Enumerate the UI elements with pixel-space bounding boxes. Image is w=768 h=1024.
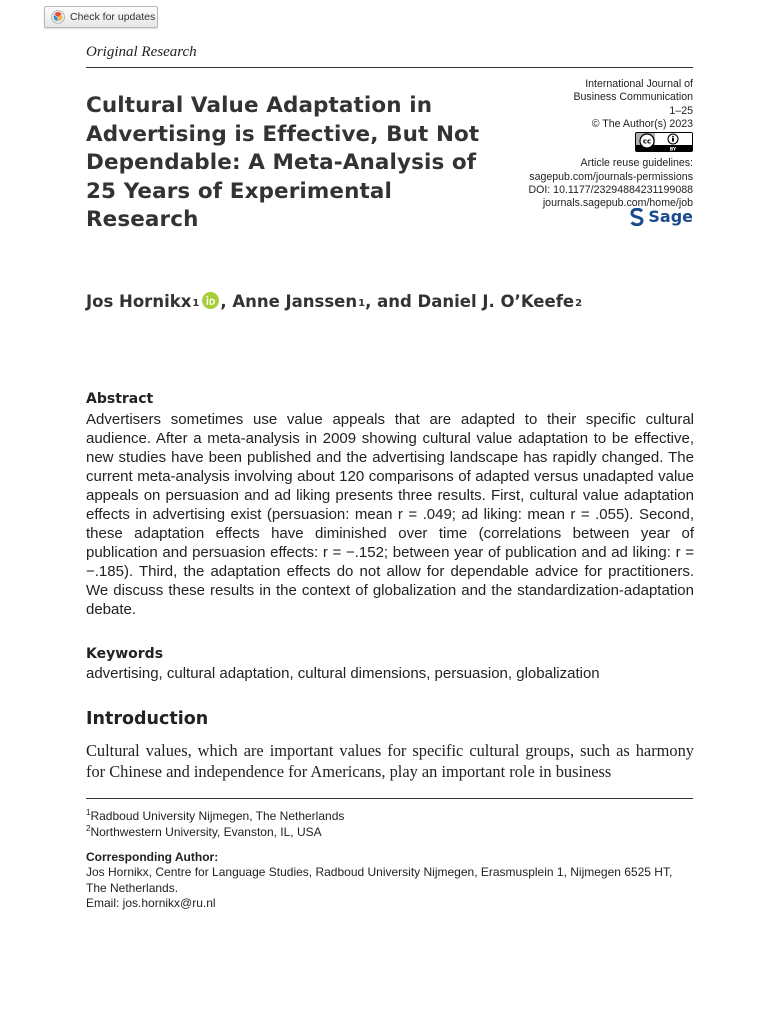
orcid-icon[interactable] [202,292,219,309]
affiliation-marker: 1 [358,298,366,309]
abstract-text: Advertisers sometimes use value appeals that are adapted to their specific cultural audience. After a meta-analysis in 2009 showing cultural value adaptation to be effective, new studies have been published and the advertising landscape has rapidly changed. The current meta-analysis involving about 120 comparisons of adapted versus unadapted value appeals on persuasion and ad liking presents three results. First, cultural value adaptation effects in advertising exist (persuasion: mean r = .049; ad liking: mean r = .055). Second, these adaptation effects have diminished over time (correlations between year of publication and persuasion effects: r = −.152; between year of publication and ad liking: r = −.185). Third, the adaptation effects do not allow for dependable advice for practitioners. We discuss these results in the context of globalization and the standardization-adaptation debate. [86,411,694,618]
corresponding-author-details [86,865,694,912]
header-divider [86,67,693,68]
author-name[interactable]: , Anne Janssen [220,292,358,311]
author-name[interactable]: Jos Hornikx [86,292,192,311]
cc-by-license-icon[interactable] [635,132,693,152]
keywords-heading: Keywords [86,646,164,662]
check-for-updates-label: Check for updates [70,11,156,23]
journal-info [453,78,693,211]
affiliation-marker: 2 [575,298,583,309]
affiliation-text: Radboud University Nijmegen, The Netherlands [90,809,345,823]
page-range: 1–25 [669,104,693,117]
check-for-updates-button[interactable] [44,6,158,28]
introduction-heading: Introduction [86,709,209,729]
section-label: Original Research [86,44,197,60]
affiliation-2 [86,824,322,839]
reuse-guidelines-label: Article reuse guidelines: [580,157,693,170]
sage-logo-text: Sage [648,207,693,226]
journal-homepage-link[interactable]: journals.sagepub.com/home/job [542,197,693,210]
affiliation-text: Northwestern University, Evanston, IL, USA [90,825,322,839]
affiliation-marker: 1 [192,298,200,309]
article-title: Cultural Value Adaptation in Advertising is Effective, But Not Dependable: A Meta-Analysis of 25 Years of Experimental Research [86,93,480,232]
crossmark-icon [51,10,65,24]
copyright-notice: © The Author(s) 2023 [591,117,693,130]
doi-link[interactable]: DOI: 10.1177/23294884231199088 [528,184,693,197]
affiliation-marker: 1 [86,808,91,817]
corresponding-author-email[interactable]: Email: jos.hornikx@ru.nl [86,896,216,910]
author-name[interactable]: , and Daniel J. O’Keefe [365,292,575,311]
corresponding-author-label: Corresponding Author: [86,850,219,864]
cc-badge-text: BY [669,147,677,153]
author-list [86,290,582,311]
reuse-guidelines-link[interactable]: sagepub.com/journals-permissions [529,170,693,183]
svg-text:cc: cc [642,137,652,146]
sage-logo [630,207,693,226]
sage-s-icon [630,208,644,226]
affiliation-1 [86,808,344,823]
journal-name-line2: Business Communication [573,91,693,104]
footnote-divider [86,798,693,799]
journal-name-line1: International Journal of [585,78,693,90]
keywords-list: advertising, cultural adaptation, cultural dimensions, persuasion, globalization [86,665,600,682]
corresponding-author-address: Jos Hornikx, Centre for Language Studies, Radboud University Nijmegen, Erasmusplein 1, Nijmegen 6525 HT, The Netherlands. [86,865,673,895]
affiliation-marker: 2 [86,824,91,833]
abstract-heading: Abstract [86,391,154,407]
introduction-text: Cultural values, which are important values for specific cultural groups, such as harmony for Chinese and independence for Americans, play an important role in business [86,741,694,781]
